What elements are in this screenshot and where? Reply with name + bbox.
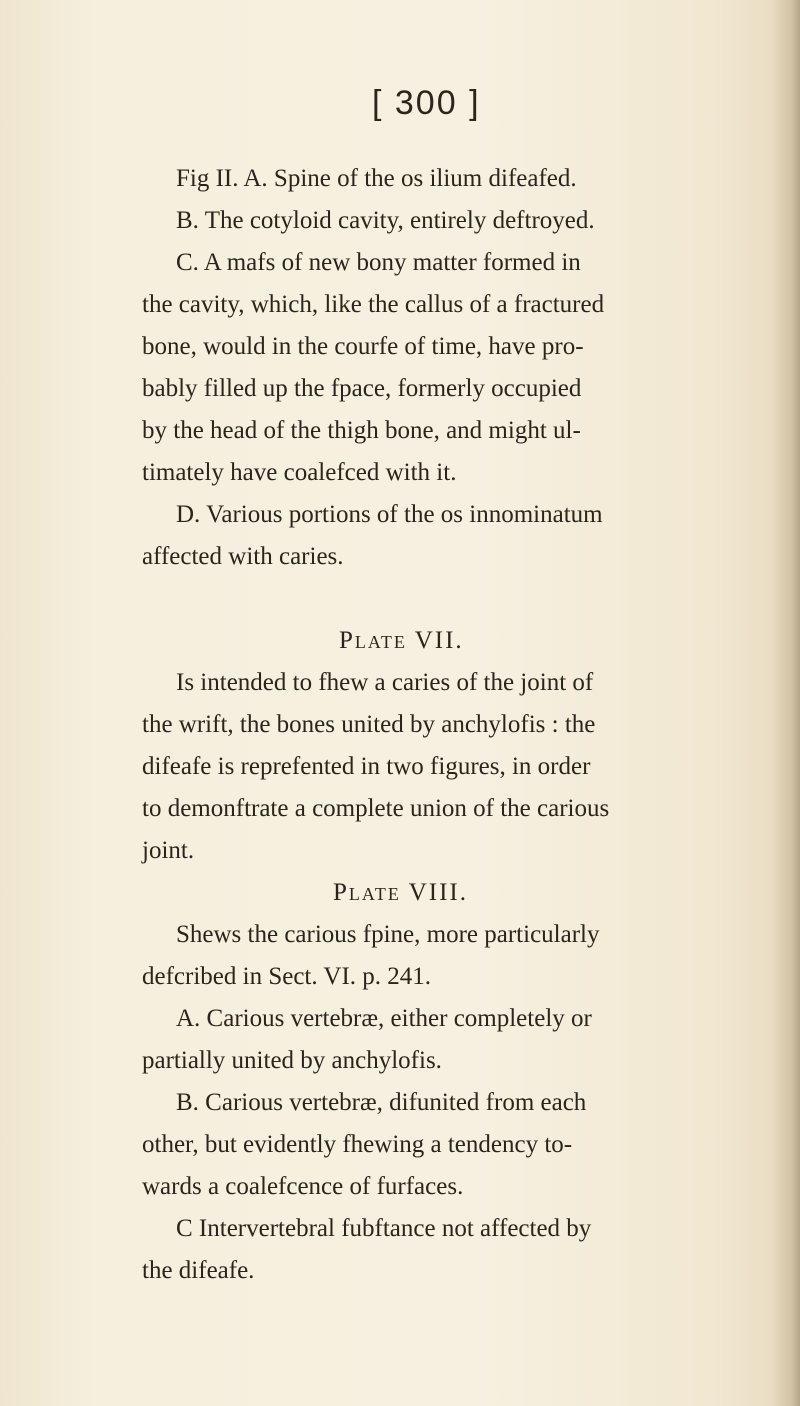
text-line: wards a coalefcence of furfaces. [142, 1173, 464, 1200]
text-line: joint. [142, 837, 195, 864]
text-line: B. The cotyloid cavity, entirely deftroyed. [176, 207, 595, 234]
text-line: bably filled up the fpace, formerly occupied [142, 375, 582, 402]
text-line: C Intervertebral fubftance not affected by [176, 1215, 592, 1242]
text-line: D. Various portions of the os innominatum [176, 501, 603, 528]
text-line: bone, would in the courfe of time, have pro- [142, 333, 584, 360]
text-line: Shews the carious fpine, more particularly [176, 921, 600, 948]
text-line: the difeafe. [142, 1257, 255, 1284]
text-line: A. Carious vertebræ, either completely or [176, 1005, 592, 1032]
text-line: defcribed in Sect. VI. p. 241. [142, 963, 432, 990]
text-line: timately have coalefced with it. [142, 459, 457, 486]
text-line: C. A mafs of new bony matter formed in [176, 249, 581, 276]
text-line: other, but evidently fhewing a tendency to- [142, 1131, 573, 1158]
text-line: Fig II. A. Spine of the os ilium difeafed. [176, 165, 577, 192]
text-line: the cavity, which, like the callus of a fractured [142, 291, 605, 318]
text-line: by the head of the thigh bone, and might ul- [142, 417, 581, 444]
text-line: difeafe is reprefented in two figures, in order [142, 753, 591, 780]
text-line: affected with caries. [142, 543, 344, 570]
plate-viii-heading: Plate VIII. [333, 879, 468, 906]
text-line: the wrift, the bones united by anchylofis : the [142, 711, 596, 738]
text-line: to demonftrate a complete union of the carious [142, 795, 610, 822]
page-number: [ 300 ] [372, 84, 481, 122]
text-line: Is intended to fhew a caries of the joint of [176, 669, 594, 696]
text-line: partially united by anchylofis. [142, 1047, 442, 1074]
text-line: B. Carious vertebræ, difunited from each [176, 1089, 587, 1116]
page-edge-shadow [770, 0, 800, 1406]
plate-vii-heading: Plate VII. [339, 627, 464, 654]
